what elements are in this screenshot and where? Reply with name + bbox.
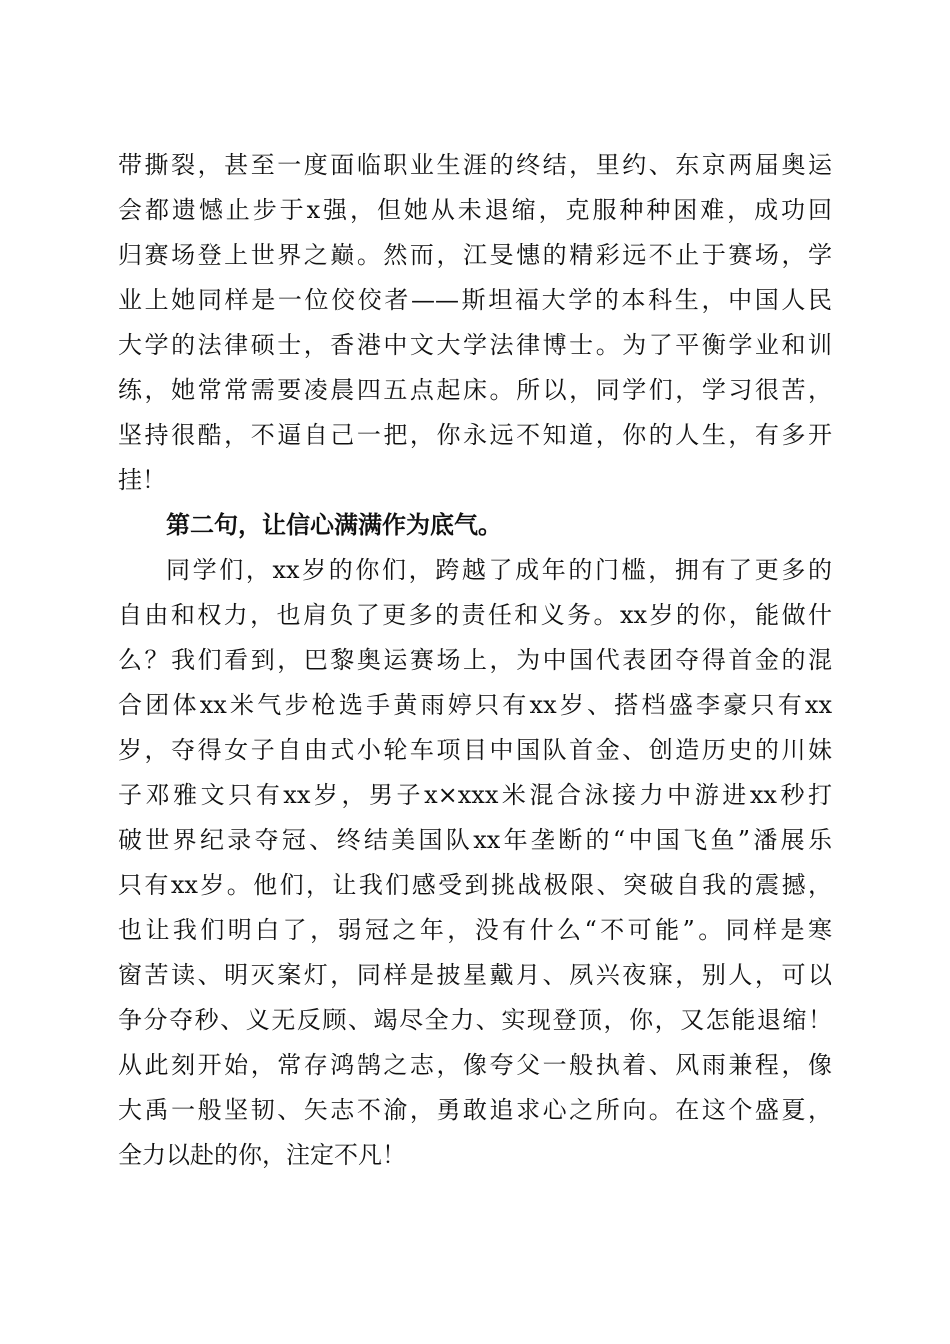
paragraph-2-line-1: 同学们，xx岁的你们，跨越了成年的门槛，拥有了更多的 (166, 556, 832, 584)
paragraph-1-line-6: 练，她常常需要凌晨四五点起床。所以，同学们，学习很苦， (118, 376, 832, 404)
paragraph-2-line-2: 自由和权力，也肩负了更多的责任和义务。xx岁的你，能做什 (118, 601, 832, 629)
paragraph-2-line-12: 从此刻开始，常存鸿鹄之志，像夸父一般执着、风雨兼程，像 (118, 1051, 832, 1079)
paragraph-2-line-5: 岁，夺得女子自由式小轮车项目中国队首金、创造历史的川妹 (118, 736, 832, 764)
paragraph-1-line-5: 大学的法律硕士，香港中文大学法律博士。为了平衡学业和训 (118, 331, 832, 359)
paragraph-1-line-1: 带撕裂，甚至一度面临职业生涯的终结，里约、东京两届奥运 (118, 151, 832, 179)
paragraph-1-line-4: 业上她同样是一位佼佼者——斯坦福大学的本科生，中国人民 (118, 286, 832, 314)
paragraph-1-line-7: 坚持很酷，不逼自己一把，你永远不知道，你的人生，有多开 (118, 421, 832, 449)
paragraph-2-line-9: 也让我们明白了，弱冠之年，没有什么“不可能”。同样是寒 (118, 916, 832, 944)
paragraph-2-line-10: 窗苦读、明灭案灯，同样是披星戴月、夙兴夜寐，别人，可以 (118, 961, 832, 989)
section-heading-2: 第二句，让信心满满作为底气。 (166, 510, 502, 539)
paragraph-2-line-8: 只有xx岁。他们，让我们感受到挑战极限、突破自我的震撼， (118, 871, 832, 899)
paragraph-2-line-4: 合团体xx米气步枪选手黄雨婷只有xx岁、搭档盛李豪只有xx (118, 691, 832, 719)
paragraph-2-line-13: 大禹一般坚韧、矢志不渝，勇敢追求心之所向。在这个盛夏， (118, 1096, 832, 1124)
paragraph-2-line-14: 全力以赴的你，注定不凡！ (118, 1141, 406, 1169)
paragraph-1-line-8: 挂！ (118, 466, 166, 494)
paragraph-1-line-3: 归赛场登上世界之巅。然而，江旻憓的精彩远不止于赛场，学 (118, 241, 832, 269)
paragraph-2-line-3: 么？我们看到，巴黎奥运赛场上，为中国代表团夺得首金的混 (118, 646, 832, 674)
paragraph-2-line-7: 破世界纪录夺冠、终结美国队xx年垄断的“中国飞鱼”潘展乐 (118, 826, 832, 854)
paragraph-2-line-11: 争分夺秒、义无反顾、竭尽全力、实现登顶，你，又怎能退缩！ (118, 1006, 832, 1034)
paragraph-2-line-6: 子邓雅文只有xx岁，男子x×xxx米混合泳接力中游进xx秒打 (118, 781, 832, 809)
paragraph-1-line-2: 会都遗憾止步于x强，但她从未退缩，克服种种困难，成功回 (118, 196, 832, 224)
